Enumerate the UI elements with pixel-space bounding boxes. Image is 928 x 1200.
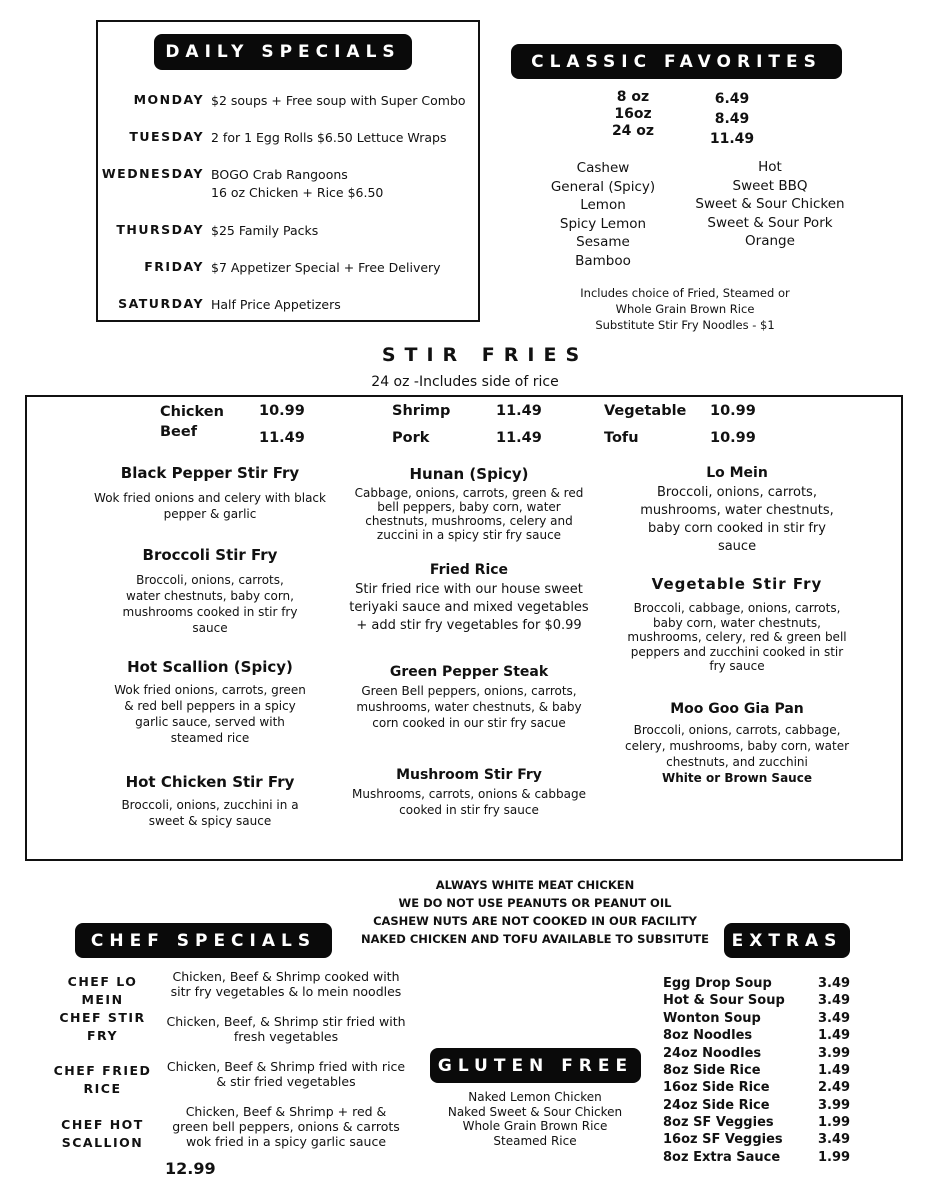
day-desc: $7 Appetizer Special + Free Delivery (211, 260, 441, 275)
dish-desc-line: Stir fried rice with our house sweet (355, 582, 583, 597)
dish-title: Broccoli Stir Fry (142, 546, 278, 564)
chef-item-name (45, 1009, 160, 1045)
note-line: Includes choice of Fried, Steamed or (580, 286, 790, 300)
dish-hot-scallion (80, 658, 340, 746)
extra-price: 3.49 (818, 1132, 851, 1147)
chef-desc-line: sitr fry vegetables & lo mein noodles (170, 984, 402, 999)
dish-title: Mushroom Stir Fry (396, 767, 542, 783)
day-name: SATURDAY (118, 296, 204, 311)
flavor-item: Bamboo (575, 252, 631, 269)
note-line: Whole Grain Brown Rice (615, 302, 755, 316)
protein-name: Tofu (604, 430, 639, 446)
extra-name: 24oz Side Rice (663, 1098, 770, 1113)
stir-fries-subtitle: 24 oz -Includes side of rice (371, 374, 559, 390)
dish-desc-line: + add stir fry vegetables for $0.99 (356, 618, 582, 633)
dish-desc-line: Cabbage, onions, carrots, green & red (354, 486, 584, 500)
classic-prices (700, 89, 764, 149)
dish-desc-line: baby corn, water chestnuts, (653, 615, 821, 630)
dish-desc-line: baby corn cooked in stir fry (648, 521, 826, 536)
flavor-item: Spicy Lemon (559, 215, 647, 232)
chef-name-line: CHEF FRIED (53, 1063, 152, 1078)
flavor-item: Sweet & Sour Chicken (695, 196, 845, 212)
size-price: 6.49 (714, 91, 750, 107)
dish-desc-line: Broccoli, onions, zucchini in a (121, 798, 299, 812)
chef-item-desc (160, 1014, 412, 1044)
dish-desc-line: mushrooms, water chestnuts, (640, 503, 834, 518)
protein-price: 11.49 (496, 403, 542, 419)
classic-favorites-header: CLASSIC FAVORITES (511, 44, 842, 79)
protein-price: 10.99 (710, 403, 756, 419)
dish-desc-line: Broccoli, onions, carrots, (136, 573, 284, 587)
extra-price: 3.99 (818, 1046, 851, 1061)
extra-price: 1.99 (818, 1115, 851, 1130)
daily-specials-box (96, 20, 480, 322)
chef-desc-line: & stir fried vegetables (216, 1074, 356, 1089)
gluten-free-item: Whole Grain Brown Rice (462, 1119, 608, 1133)
dish-moo-goo-gia-pan (617, 701, 857, 786)
chef-specials-price: 12.99 (165, 1159, 216, 1178)
extras-row (663, 1028, 853, 1043)
dish-desc-line: garlic sauce, served with (135, 715, 285, 729)
dish-desc-line: fry sauce (709, 659, 765, 673)
dish-desc-line: mushrooms, celery, red & green bell (627, 630, 847, 644)
notice-line: ALWAYS WHITE MEAT CHICKEN (435, 878, 635, 892)
size-label: 8 oz (616, 89, 650, 105)
extras-row (663, 1011, 853, 1026)
flavor-item: Cashew (576, 160, 630, 176)
dish-desc-line: peppers and zucchini cooked in stir (630, 644, 844, 659)
chef-name-line: SCALLION (61, 1135, 144, 1150)
chef-name-line: CHEF HOT (61, 1117, 144, 1132)
extra-price: 3.99 (818, 1098, 851, 1113)
dish-desc-line: chestnuts, and zucchini (666, 755, 808, 769)
day-desc: $25 Family Packs (211, 223, 319, 238)
dish-mushroom (329, 767, 609, 818)
dish-desc-line: Mushrooms, carrots, onions & cabbage (351, 787, 587, 801)
dish-desc-line: Broccoli, cabbage, onions, carrots, (633, 601, 841, 615)
dish-vegetable (617, 575, 857, 674)
dish-lo-mein (617, 465, 857, 556)
extras-row (663, 993, 853, 1008)
notice-line: CASHEW NUTS ARE NOT COOKED IN OUR FACILITY (373, 914, 697, 928)
dish-desc-line: teriyaki sauce and mixed vegetables (349, 600, 589, 615)
dish-desc-line: Broccoli, onions, carrots, cabbage, (633, 723, 841, 737)
dish-title: Fried Rice (429, 562, 509, 578)
chef-desc-line: wok fried in a spicy garlic sauce (185, 1134, 387, 1149)
dish-desc-line: chestnuts, mushrooms, celery and (365, 514, 573, 528)
dish-desc-line: pepper & garlic (163, 507, 257, 521)
day-name: WEDNESDAY (101, 166, 204, 181)
dish-desc-line: sauce (192, 621, 228, 635)
protein-name: Vegetable (604, 403, 687, 419)
size-price: 11.49 (709, 131, 755, 147)
gluten-free-item: Naked Sweet & Sour Chicken (447, 1104, 623, 1119)
chef-desc-line: Chicken, Beef, & Shrimp stir fried with (166, 1014, 406, 1029)
chef-desc-line: fresh vegetables (233, 1029, 339, 1044)
extra-price: 3.49 (818, 1011, 851, 1026)
notice-line: NAKED CHICKEN AND TOFU AVAILABLE TO SUBSITUTE (361, 932, 709, 946)
size-label: 16oz (614, 106, 652, 122)
chef-name-line: RICE (83, 1081, 122, 1096)
dish-title: Lo Mein (706, 465, 768, 481)
dish-desc-line: corn cooked in our stir fry sacue (372, 716, 566, 730)
gluten-free-item: Naked Lemon Chicken (468, 1090, 602, 1104)
chef-item-desc (160, 1104, 412, 1149)
extra-name: Egg Drop Soup (663, 976, 772, 991)
flavor-item: Lemon (580, 197, 626, 213)
day-name: MONDAY (133, 92, 204, 107)
extra-name: 24oz Noodles (663, 1046, 762, 1061)
extras-row (663, 1080, 853, 1095)
extra-name: 16oz SF Veggies (663, 1132, 783, 1147)
dish-title: Hot Chicken Stir Fry (125, 773, 295, 791)
chef-name-line: CHEF LO MEIN (67, 974, 138, 1007)
dish-title: Vegetable Stir Fry (651, 575, 823, 593)
chef-specials-header: CHEF SPECIALS (75, 923, 332, 958)
classic-flavors-right (684, 158, 856, 251)
day-desc: 2 for 1 Egg Rolls $6.50 Lettuce Wraps (211, 130, 447, 145)
notice-line: WE DO NOT USE PEANUTS OR PEANUT OIL (398, 896, 672, 910)
extra-name: 8oz Side Rice (663, 1063, 761, 1078)
dish-title: Black Pepper Stir Fry (120, 464, 300, 482)
dish-desc-line: Wok fried onions and celery with black (94, 491, 326, 505)
protein-name: Pork (392, 430, 430, 446)
chef-item-desc (160, 1059, 412, 1089)
dish-title: Green Pepper Steak (389, 664, 549, 680)
chef-name-line: CHEF STIR FRY (59, 1010, 146, 1043)
extras-row (663, 1132, 853, 1147)
extra-name: 8oz Noodles (663, 1028, 753, 1043)
classic-note (560, 285, 810, 333)
chef-item-name (45, 973, 160, 1009)
size-price: 8.49 (714, 111, 750, 127)
chef-desc-line: green bell peppers, onions & carrots (172, 1119, 400, 1134)
dish-desc-line: sauce (717, 539, 757, 554)
extras-row (663, 1063, 853, 1078)
protein-price: 10.99 (710, 430, 756, 446)
dish-desc-line: mushrooms, water chestnuts, & baby (356, 700, 582, 714)
dish-desc-line: Wok fried onions, carrots, green (114, 683, 306, 697)
extras-row (663, 1098, 853, 1113)
dish-desc-line: mushrooms cooked in stir fry (122, 605, 298, 619)
chef-desc-line: Chicken, Beef & Shrimp fried with rice (166, 1059, 406, 1074)
flavor-item: Sweet BBQ (732, 177, 808, 194)
chef-item-name (45, 1116, 160, 1152)
extras-row (663, 976, 853, 991)
day-name: TUESDAY (129, 129, 204, 144)
flavor-item: Orange (745, 233, 795, 249)
size-label: 24 oz (611, 123, 655, 139)
dish-fried-rice (329, 562, 609, 635)
dish-title: Hunan (Spicy) (409, 465, 529, 483)
day-desc: 16 oz Chicken + Rice $6.50 (211, 185, 384, 200)
dish-title: Moo Goo Gia Pan (670, 701, 804, 717)
chef-item-desc (160, 969, 412, 999)
dish-title: Hot Scallion (Spicy) (127, 658, 293, 676)
gluten-free-list (425, 1090, 645, 1148)
extras-row (663, 1150, 853, 1165)
day-desc: Half Price Appetizers (211, 297, 341, 312)
day-desc: BOGO Crab Rangoons (211, 167, 348, 182)
dish-hunan (329, 465, 609, 542)
dish-desc-line: steamed rice (170, 731, 250, 745)
extra-price: 1.49 (818, 1063, 851, 1078)
extra-name: Hot & Sour Soup (663, 993, 785, 1008)
protein-price: 11.49 (259, 430, 305, 446)
flavor-item: Hot (758, 159, 782, 175)
extras-row (663, 1046, 853, 1061)
extra-price: 1.99 (818, 1150, 851, 1165)
protein-name: Chicken (160, 404, 224, 420)
extra-name: 8oz SF Veggies (663, 1115, 774, 1130)
day-name: THURSDAY (116, 222, 204, 237)
dish-black-pepper (80, 464, 340, 522)
dish-desc-line: water chestnuts, baby corn, (126, 589, 294, 603)
daily-specials-header: DAILY SPECIALS (154, 34, 412, 70)
chef-desc-line: Chicken, Beef & Shrimp + red & (185, 1104, 387, 1119)
dish-desc-line: sweet & spicy sauce (148, 814, 272, 828)
extra-price: 3.49 (818, 976, 851, 991)
flavor-item: General (Spicy) (550, 178, 656, 195)
classic-sizes (600, 89, 666, 140)
flavor-item: Sesame (576, 234, 630, 250)
chef-item-name (45, 1062, 160, 1098)
stir-fries-box (25, 395, 903, 861)
dish-desc-line: zuccini in a spicy stir fry sauce (376, 528, 562, 542)
dish-desc-line: celery, mushrooms, baby corn, water (624, 739, 850, 753)
extra-name: 8oz Extra Sauce (663, 1150, 781, 1165)
extra-price: 1.49 (818, 1028, 851, 1043)
extra-price: 2.49 (818, 1080, 851, 1095)
dish-desc-line: Broccoli, onions, carrots, (657, 485, 817, 500)
protein-name: Shrimp (392, 403, 451, 419)
dish-desc-line: & red bell peppers in a spicy (124, 699, 296, 713)
protein-price: 11.49 (496, 430, 542, 446)
extra-name: Wonton Soup (663, 1011, 761, 1026)
extras-row (663, 1115, 853, 1130)
sauce-option: White or Brown Sauce (662, 771, 812, 785)
dish-desc-line: Green Bell peppers, onions, carrots, (361, 684, 577, 698)
protein-price: 10.99 (259, 403, 305, 419)
chef-desc-line: Chicken, Beef & Shrimp cooked with (172, 969, 400, 984)
note-line: Substitute Stir Fry Noodles - $1 (595, 318, 775, 332)
stir-fries-title: STIR FRIES (381, 344, 589, 366)
notices (350, 876, 720, 948)
gluten-free-item: Steamed Rice (493, 1133, 577, 1148)
extra-price: 3.49 (818, 993, 851, 1008)
day-name: FRIDAY (144, 259, 204, 274)
flavor-item: Sweet & Sour Pork (707, 214, 833, 231)
extra-name: 16oz Side Rice (663, 1080, 770, 1095)
day-desc: $2 soups + Free soup with Super Combo (211, 93, 466, 108)
gluten-free-header: GLUTEN FREE (430, 1048, 641, 1083)
protein-name: Beef (160, 424, 198, 440)
dish-hot-chicken (80, 773, 340, 829)
dish-green-pepper (329, 664, 609, 731)
dish-broccoli (80, 546, 340, 636)
dish-desc-line: cooked in stir fry sauce (399, 803, 539, 817)
classic-flavors-left (528, 159, 678, 270)
extras-header: EXTRAS (724, 923, 850, 958)
dish-desc-line: bell peppers, baby corn, water (377, 500, 561, 514)
